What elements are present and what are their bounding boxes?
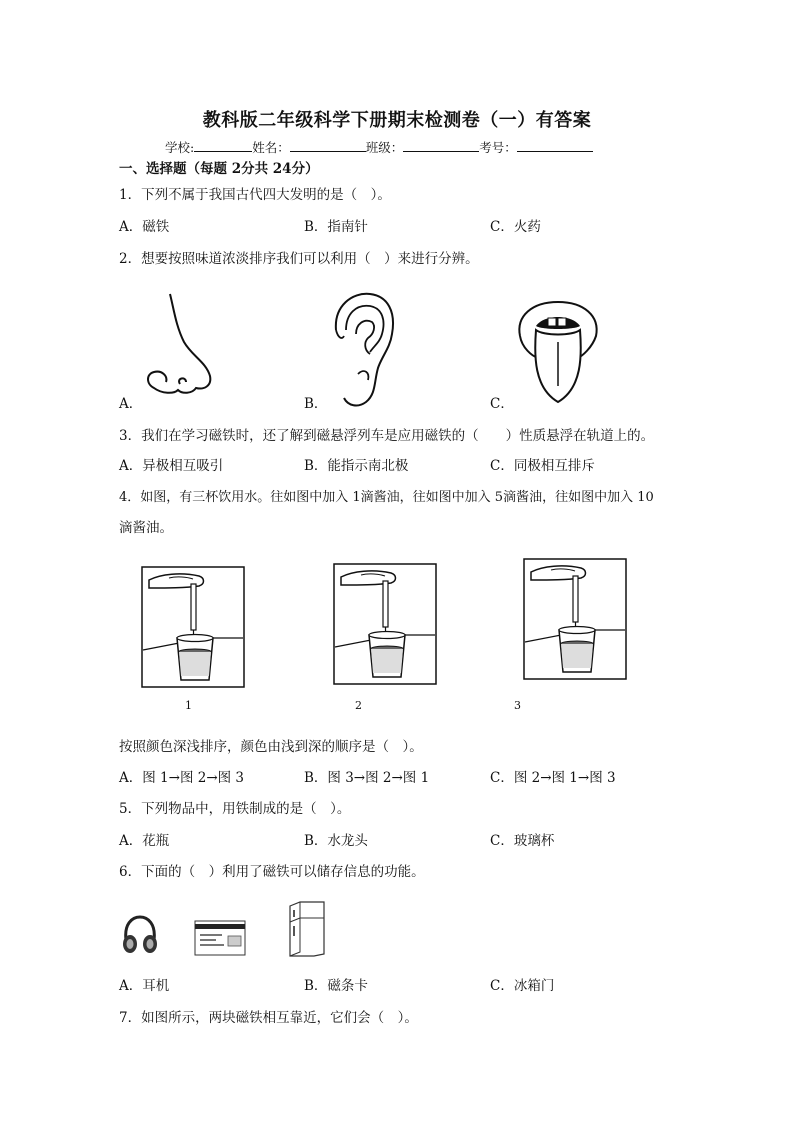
figure-label-3: 3 — [514, 699, 521, 712]
question-1-option-b: B．指南针 — [304, 219, 368, 235]
figure-label-2: 2 — [355, 699, 362, 712]
question-1-option-a: A．磁铁 — [119, 219, 170, 235]
question-2-option-c: C． — [490, 396, 514, 412]
question-5-option-b: B．水龙头 — [304, 833, 368, 849]
question-6-option-b: B．磁条卡 — [304, 978, 368, 994]
question-4-follow: 按照颜色深浅排序，颜色由浅到深的顺序是（ ）。 — [119, 739, 423, 755]
class-field[interactable] — [403, 139, 479, 152]
refrigerator-icon — [286, 900, 326, 958]
id-field[interactable] — [517, 139, 593, 152]
question-4-stem-line2: 滴酱油。 — [119, 520, 173, 536]
figure-label-1: 1 — [185, 699, 192, 712]
nose-icon — [140, 290, 220, 400]
ear-icon — [330, 290, 400, 408]
school-field[interactable] — [194, 139, 252, 152]
question-2-stem: 2．想要按照味道浓淡排序我们可以利用（ ）来进行分辨。 — [119, 251, 479, 267]
question-4-stem-line1: 4．如图，有三杯饮用水。往如图中加入 1滴酱油，往如图中加入 5滴酱油，往如图中加入 10 — [119, 490, 654, 505]
question-4-option-a: A．图 1→图 2→图 3 — [119, 770, 245, 786]
question-7-stem: 7．如图所示，两块磁铁相互靠近，它们会（ ）。 — [119, 1010, 418, 1026]
question-3-option-c: C．同极相互排斥 — [490, 458, 595, 474]
question-3-stem: 3．我们在学习磁铁时，还了解到磁悬浮列车是应用磁铁的（ ）性质悬浮在轨道上的。 — [119, 428, 655, 444]
cup-figure-1 — [141, 566, 245, 688]
student-info-row — [165, 138, 593, 156]
cup-figure-2 — [333, 563, 437, 685]
question-6-stem: 6．下面的（ ）利用了磁铁可以储存信息的功能。 — [119, 864, 425, 880]
section-heading: 一、选择题（每题 2分共 24分） — [119, 161, 319, 177]
question-3-option-b: B．能指示南北极 — [304, 458, 409, 474]
name-field[interactable] — [290, 139, 366, 152]
headphones-icon — [120, 914, 160, 956]
question-5-option-c: C．玻璃杯 — [490, 833, 555, 849]
question-6-option-a: A．耳机 — [119, 978, 170, 994]
tongue-icon — [512, 296, 604, 408]
id-label: 考号： — [479, 140, 517, 155]
question-1-option-c: C．火药 — [490, 219, 541, 235]
page-title: 教科版二年级科学下册期末检测卷（一）有答案 — [202, 110, 592, 131]
cup-figure-3 — [523, 558, 627, 680]
question-3-option-a: A．异极相互吸引 — [119, 458, 224, 474]
question-5-stem: 5．下列物品中，用铁制成的是（ ）。 — [119, 801, 351, 817]
question-6-option-c: C．冰箱门 — [490, 978, 555, 994]
question-4-option-c: C．图 2→图 1→图 3 — [490, 770, 616, 786]
question-4-option-b: B．图 3→图 2→图 1 — [304, 770, 430, 786]
class-label: 班级： — [365, 140, 404, 155]
question-2-option-a: A． — [119, 396, 143, 412]
school-label: 学校: — [165, 140, 195, 155]
magnetic-card-icon — [194, 920, 246, 956]
name-label: 姓名： — [252, 140, 290, 155]
question-1-stem: 1．下列不属于我国古代四大发明的是（ ）。 — [119, 187, 391, 203]
question-2-option-b: B． — [304, 396, 328, 412]
question-5-option-a: A．花瓶 — [119, 833, 170, 849]
